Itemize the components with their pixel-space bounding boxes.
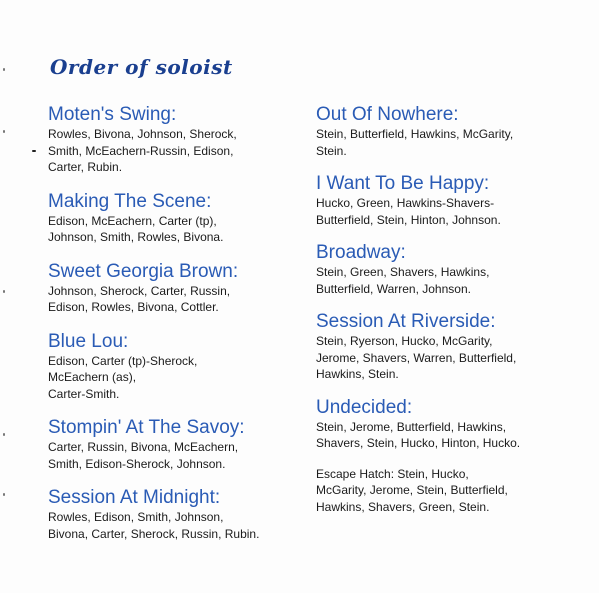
scan-mark (3, 290, 5, 293)
solo-entry (48, 261, 308, 316)
solo-entry (316, 104, 576, 159)
escape-hatch-note: Escape Hatch: Stein, Hucko, McGarity, Jerome, Stein, Butterfield, Hawkins, Shavers, Green, Stein. (316, 466, 508, 514)
solo-entry (48, 487, 308, 542)
solo-entry (316, 397, 576, 452)
solo-entry (48, 417, 308, 472)
tune-title: Sweet Georgia Brown: (48, 260, 239, 282)
soloist-list: Stein, Ryerson, Hucko, McGarity, Jerome, Shavers, Warren, Butterfield, Hawkins, Stein. (316, 334, 517, 381)
page-title: Order of soloist (50, 55, 233, 79)
tune-title: Undecided: (316, 396, 413, 418)
soloist-list: Stein, Butterfield, Hawkins, McGarity, Stein. (316, 127, 514, 158)
scan-mark (3, 130, 5, 133)
tune-title: Out Of Nowhere: (316, 104, 459, 125)
right-column (316, 104, 576, 515)
solo-entry (48, 191, 308, 246)
soloist-list: Edison, McEachern, Carter (tp), Johnson, Smith, Rowles, Bivona. (48, 213, 224, 244)
solo-entry (316, 311, 576, 383)
solo-entry (316, 242, 576, 297)
tune-title: Making The Scene: (48, 190, 212, 212)
soloist-list: Stein, Green, Shavers, Hawkins, Butterfield, Warren, Johnson. (316, 265, 490, 296)
soloist-list: Rowles, Bivona, Johnson, Sherock, Smith, McEachern-Russin, Edison, Carter, Rubin. (48, 127, 237, 174)
soloist-list: Johnson, Sherock, Carter, Russin, Edison, Rowles, Bivona, Cottler. (48, 283, 231, 314)
scan-mark (3, 493, 5, 496)
soloist-list: Edison, Carter (tp)-Sherock, McEachern (as), Carter-Smith. (48, 353, 198, 401)
tune-title: I Want To Be Happy: (316, 173, 490, 194)
solo-entry (316, 173, 576, 228)
soloist-list: Hucko, Green, Hawkins-Shavers- Butterfield, Stein, Hinton, Johnson. (316, 196, 501, 227)
tune-title: Session At Riverside: (316, 311, 496, 332)
tune-title: Moten's Swing: (48, 104, 177, 125)
soloist-list: Stein, Jerome, Butterfield, Hawkins, Shavers, Stein, Hucko, Hinton, Hucko. (316, 419, 521, 450)
solo-entry (48, 331, 308, 403)
scan-mark (3, 68, 5, 71)
soloist-list: Rowles, Edison, Smith, Johnson, Bivona, Carter, Sherock, Russin, Rubin. (48, 510, 260, 541)
tune-title: Session At Midnight: (48, 487, 221, 508)
tune-title: Blue Lou: (48, 330, 129, 352)
soloist-list: Carter, Russin, Bivona, McEachern, Smith, Edison-Sherock, Johnson. (48, 440, 239, 471)
scan-mark (32, 150, 36, 152)
tune-title: Broadway: (316, 242, 406, 263)
left-column (48, 104, 308, 557)
scan-mark (3, 433, 5, 436)
solo-entry (48, 104, 308, 176)
tune-title: Stompin' At The Savoy: (48, 417, 245, 438)
